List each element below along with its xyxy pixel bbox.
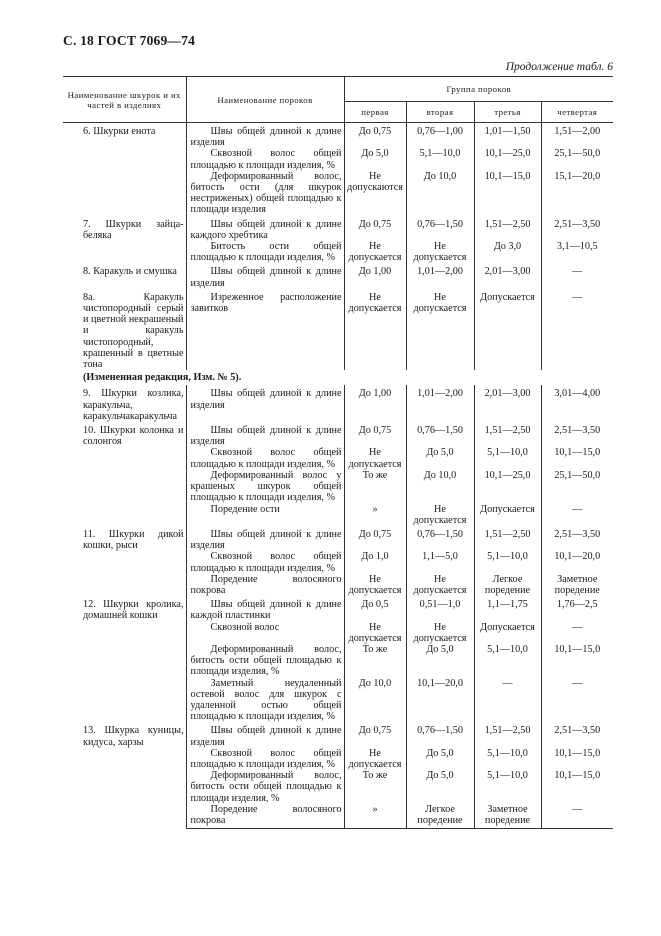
group-second-value: Не допускается xyxy=(406,241,474,263)
group-second-value: До 10,0 xyxy=(406,171,474,216)
group-second-value: До 5,0 xyxy=(406,770,474,804)
group-second-value: До 5,0 xyxy=(406,447,474,469)
group-first-value: То же xyxy=(362,643,388,655)
table-row xyxy=(63,678,613,723)
fur-name-cell xyxy=(63,470,186,504)
group-first-value: Не допускаются xyxy=(347,170,403,194)
table-row xyxy=(63,722,613,747)
group-fourth-value: 10,1—15,0 xyxy=(541,447,613,469)
group-first-value: До 0,75 xyxy=(358,126,392,137)
group-fourth-value: — xyxy=(541,504,613,526)
table-row xyxy=(63,241,613,263)
header-name-column: Наименование шкурок и их частей в изделиях xyxy=(63,77,186,123)
fur-name-cell xyxy=(63,447,186,469)
group-third-value: 5,1—10,0 xyxy=(474,447,541,469)
group-second-value: 1,01—2,00 xyxy=(406,385,474,422)
fur-name-cell: 13. Шкурка куницы, кидуса, харзы xyxy=(83,725,184,748)
defect-name-cell: Деформированный волос, битость ости общей площадью к площади изделия, % xyxy=(186,770,344,804)
header-group-column: Группа пороков xyxy=(344,77,613,102)
group-first-value: До 10,0 xyxy=(358,677,392,689)
group-fourth-value: — xyxy=(541,289,613,370)
group-third-value: Допускается xyxy=(474,504,541,526)
fur-name-cell: 8а. Каракуль чистопородный серый и цветной некрашеный и каракуль чистопородный, крашенный в цветные тона xyxy=(83,291,184,371)
defect-name-cell: Битость ости общей площадью к площади изделия, % xyxy=(186,241,344,263)
fur-name-cell: 11. Шкурки дикой кошки, рыси xyxy=(83,528,184,552)
group-first-value: До 0,75 xyxy=(358,218,392,230)
defect-name-cell: Сквозной волос общей площадью к площади изделия, % xyxy=(186,748,344,770)
group-first-value: До 1,00 xyxy=(358,266,392,278)
group-first-value: До 0,75 xyxy=(358,725,392,737)
group-third-value: 1,51—2,50 xyxy=(474,722,541,747)
table-row xyxy=(63,551,613,573)
group-fourth-value: 1,51—2,00 xyxy=(541,123,613,149)
group-third-value: 5,1—10,0 xyxy=(474,551,541,573)
fur-name-cell: 10. Шкурки колонка и солонгоя xyxy=(83,425,184,448)
fur-name-cell xyxy=(63,551,186,573)
group-first-value: До 0,75 xyxy=(358,528,392,540)
table-row xyxy=(63,504,613,526)
group-third-value: До 3,0 xyxy=(474,241,541,263)
table-row xyxy=(63,447,613,469)
table-row xyxy=(63,470,613,504)
group-third-value: 1,51—2,50 xyxy=(474,526,541,551)
defect-name-cell: Сквозной волос xyxy=(186,622,344,644)
defect-name-cell: Поредение волосяного покрова xyxy=(186,804,344,829)
fur-name-cell xyxy=(63,622,186,644)
fur-name-cell: 8. Каракуль и смушка xyxy=(83,266,177,278)
group-first-value: » xyxy=(372,503,378,515)
group-fourth-value: — xyxy=(541,804,613,829)
group-third-value: Заметное поредение xyxy=(474,804,541,829)
defect-name-cell: Швы общей длиной к длине каждой пластинки xyxy=(186,596,344,621)
group-third-value: 5,1—10,0 xyxy=(474,644,541,678)
group-first-value: До 5,0 xyxy=(361,148,389,160)
defect-name-cell: Швы общей длиной к длине изделия xyxy=(186,385,344,422)
table-row xyxy=(63,289,613,370)
table-row xyxy=(63,574,613,596)
defect-name-cell: Швы общей длиной к длине изделия xyxy=(186,422,344,447)
group-fourth-value: 1,76—2,5 xyxy=(541,596,613,621)
group-second-value: 0,76—1,50 xyxy=(406,422,474,447)
group-fourth-value: — xyxy=(541,622,613,644)
group-second-value: До 5,0 xyxy=(406,644,474,678)
table-row xyxy=(63,644,613,678)
group-second-value: 1,1—5,0 xyxy=(406,551,474,573)
group-fourth-value: 3,1—10,5 xyxy=(541,241,613,263)
group-fourth-value: 2,51—3,50 xyxy=(541,422,613,447)
group-third-value: 5,1—10,0 xyxy=(474,748,541,770)
fur-name-cell xyxy=(63,574,186,596)
fur-name-cell: 7. Шкурки зайца-беляка xyxy=(83,218,184,241)
table-row xyxy=(63,526,613,551)
header-group-first: первая xyxy=(344,102,406,123)
table-row xyxy=(63,622,613,644)
defect-name-cell: Швы общей длиной к длине изделия xyxy=(186,123,344,149)
group-second-value: Легкое поредение xyxy=(406,804,474,829)
group-first-value: Не допускается xyxy=(348,291,402,315)
table-row xyxy=(63,770,613,804)
group-fourth-value: 2,51—3,50 xyxy=(541,722,613,747)
group-third-value: Легкое поредение xyxy=(474,574,541,596)
defect-name-cell: Деформированный волос, битость ости общей площадью к площади изделия, % xyxy=(186,644,344,678)
group-first-value: То же xyxy=(362,469,388,481)
table-row xyxy=(63,216,613,241)
defect-name-cell: Сквозной волос общей площадью к площади изделия, % xyxy=(186,447,344,469)
group-third-value: 2,01—3,00 xyxy=(474,385,541,422)
table-row xyxy=(63,123,613,149)
group-first-value: Не допускается xyxy=(348,447,402,470)
group-fourth-value: 2,51—3,50 xyxy=(541,526,613,551)
table-row xyxy=(63,748,613,770)
group-first-value: До 1,0 xyxy=(361,551,389,563)
fur-name-cell xyxy=(63,748,186,770)
defects-table xyxy=(63,76,613,829)
group-third-value: 1,51—2,50 xyxy=(474,216,541,241)
header-group-third: третья xyxy=(474,102,541,123)
defect-name-cell: Изреженное расположение завитков xyxy=(186,289,344,370)
group-second-value: 1,01—2,00 xyxy=(406,263,474,288)
defect-name-cell: Заметный неудаленный остевой волос для шкурок с удаленной остью общей площадью к площади изделия, % xyxy=(186,678,344,723)
header-group-fourth: четвертая xyxy=(541,102,613,123)
fur-name-cell: 12. Шкурки кролика, домашней кошки xyxy=(83,599,184,622)
fur-name-cell xyxy=(63,644,186,678)
group-first-value: То же xyxy=(362,770,388,782)
group-second-value: Не допускается xyxy=(406,622,474,644)
table-row xyxy=(63,422,613,447)
table-body xyxy=(63,123,613,829)
page-header: С. 18 ГОСТ 7069—74 xyxy=(63,33,196,48)
group-first-value: До 0,5 xyxy=(361,599,389,611)
group-fourth-value: — xyxy=(541,678,613,723)
group-second-value: 0,76—1,50 xyxy=(406,722,474,747)
group-fourth-value: 10,1—15,0 xyxy=(541,748,613,770)
group-first-value: До 1,00 xyxy=(358,388,392,400)
fur-name-cell xyxy=(63,804,186,829)
group-first-value: Не допускается xyxy=(348,573,402,596)
group-fourth-value: 10,1—20,0 xyxy=(541,551,613,573)
group-third-value: 2,01—3,00 xyxy=(474,263,541,288)
group-second-value: 0,76—1,50 xyxy=(406,526,474,551)
defect-name-cell: Деформированный волос, битость ости (для шкурок нестриженых) общей площадью к площади изделия xyxy=(186,171,344,216)
group-second-value: 0,51—1,0 xyxy=(406,596,474,621)
fur-name-cell: 6. Шкурки енота xyxy=(83,126,156,137)
group-second-value: Не допускается xyxy=(406,289,474,370)
defect-name-cell: Деформированный волос у крашеных шкурок общей площадью к площади изделия, % xyxy=(186,470,344,504)
group-second-value: 0,76—1,50 xyxy=(406,216,474,241)
group-fourth-value: 25,1—50,0 xyxy=(541,148,613,170)
defect-name-cell: Швы общей длиной к длине изделия xyxy=(186,263,344,288)
group-second-value: Не допускается xyxy=(406,574,474,596)
table-row xyxy=(63,804,613,829)
fur-name-cell xyxy=(63,148,186,170)
fur-name-cell xyxy=(63,504,186,526)
group-fourth-value: 15,1—20,0 xyxy=(541,171,613,216)
header-defect-column: Наименование пороков xyxy=(186,77,344,123)
group-second-value: 10,1—20,0 xyxy=(406,678,474,723)
group-third-value: — xyxy=(474,678,541,723)
amendment-note: (Измененная редакция, Изм. № 5). xyxy=(83,372,242,384)
fur-name-cell: 9. Шкурки козлика, каракульча, каракульчакаракульча xyxy=(83,388,184,422)
defect-name-cell: Швы общей длиной к длине изделия xyxy=(186,722,344,747)
group-third-value: 10,1—25,0 xyxy=(474,148,541,170)
group-fourth-value: 3,01—4,00 xyxy=(541,385,613,422)
defect-name-cell: Сквозной волос общей площадью к площади изделия, % xyxy=(186,148,344,170)
group-third-value: 1,51—2,50 xyxy=(474,422,541,447)
group-fourth-value: Заметное поредение xyxy=(541,574,613,596)
group-fourth-value: — xyxy=(541,263,613,288)
group-fourth-value: 2,51—3,50 xyxy=(541,216,613,241)
fur-name-cell xyxy=(63,241,186,263)
group-first-value: Не допускается xyxy=(348,621,402,644)
group-fourth-value: 25,1—50,0 xyxy=(541,470,613,504)
group-first-value: Не допускается xyxy=(348,241,402,264)
group-first-value: До 0,75 xyxy=(358,425,392,437)
table-row xyxy=(63,385,613,422)
group-fourth-value: 10,1—15,0 xyxy=(541,644,613,678)
fur-name-cell xyxy=(63,678,186,723)
group-first-value: Не допускается xyxy=(348,747,402,770)
group-second-value: Не допускается xyxy=(406,504,474,526)
group-second-value: До 5,0 xyxy=(406,748,474,770)
group-third-value: 10,1—25,0 xyxy=(474,470,541,504)
note-row xyxy=(63,370,613,385)
defect-name-cell: Швы общей длиной к длине каждого хребтика xyxy=(186,216,344,241)
defect-name-cell: Швы общей длиной к длине изделия xyxy=(186,526,344,551)
fur-name-cell xyxy=(63,770,186,804)
fur-name-cell xyxy=(63,171,186,216)
group-third-value: Допускается xyxy=(474,622,541,644)
group-second-value: До 10,0 xyxy=(406,470,474,504)
defect-name-cell: Поредение ости xyxy=(186,504,344,526)
table-row xyxy=(63,171,613,216)
table-row xyxy=(63,148,613,170)
group-third-value: 1,1—1,75 xyxy=(474,596,541,621)
group-third-value: Допускается xyxy=(474,289,541,370)
group-third-value: 5,1—10,0 xyxy=(474,770,541,804)
group-second-value: 5,1—10,0 xyxy=(406,148,474,170)
defect-name-cell: Поредение волосяного покрова xyxy=(186,574,344,596)
defect-name-cell: Сквозной волос общей площадью к площади изделия, % xyxy=(186,551,344,573)
header-group-second: вторая xyxy=(406,102,474,123)
table-row xyxy=(63,263,613,288)
group-third-value: 1,01—1,50 xyxy=(474,123,541,149)
table-row xyxy=(63,596,613,621)
group-third-value: 10,1—15,0 xyxy=(474,171,541,216)
group-fourth-value: 10,1—15,0 xyxy=(541,770,613,804)
group-second-value: 0,76—1,00 xyxy=(406,123,474,149)
table-continuation-label: Продолжение табл. 6 xyxy=(505,61,613,73)
group-first-value: » xyxy=(344,804,406,829)
